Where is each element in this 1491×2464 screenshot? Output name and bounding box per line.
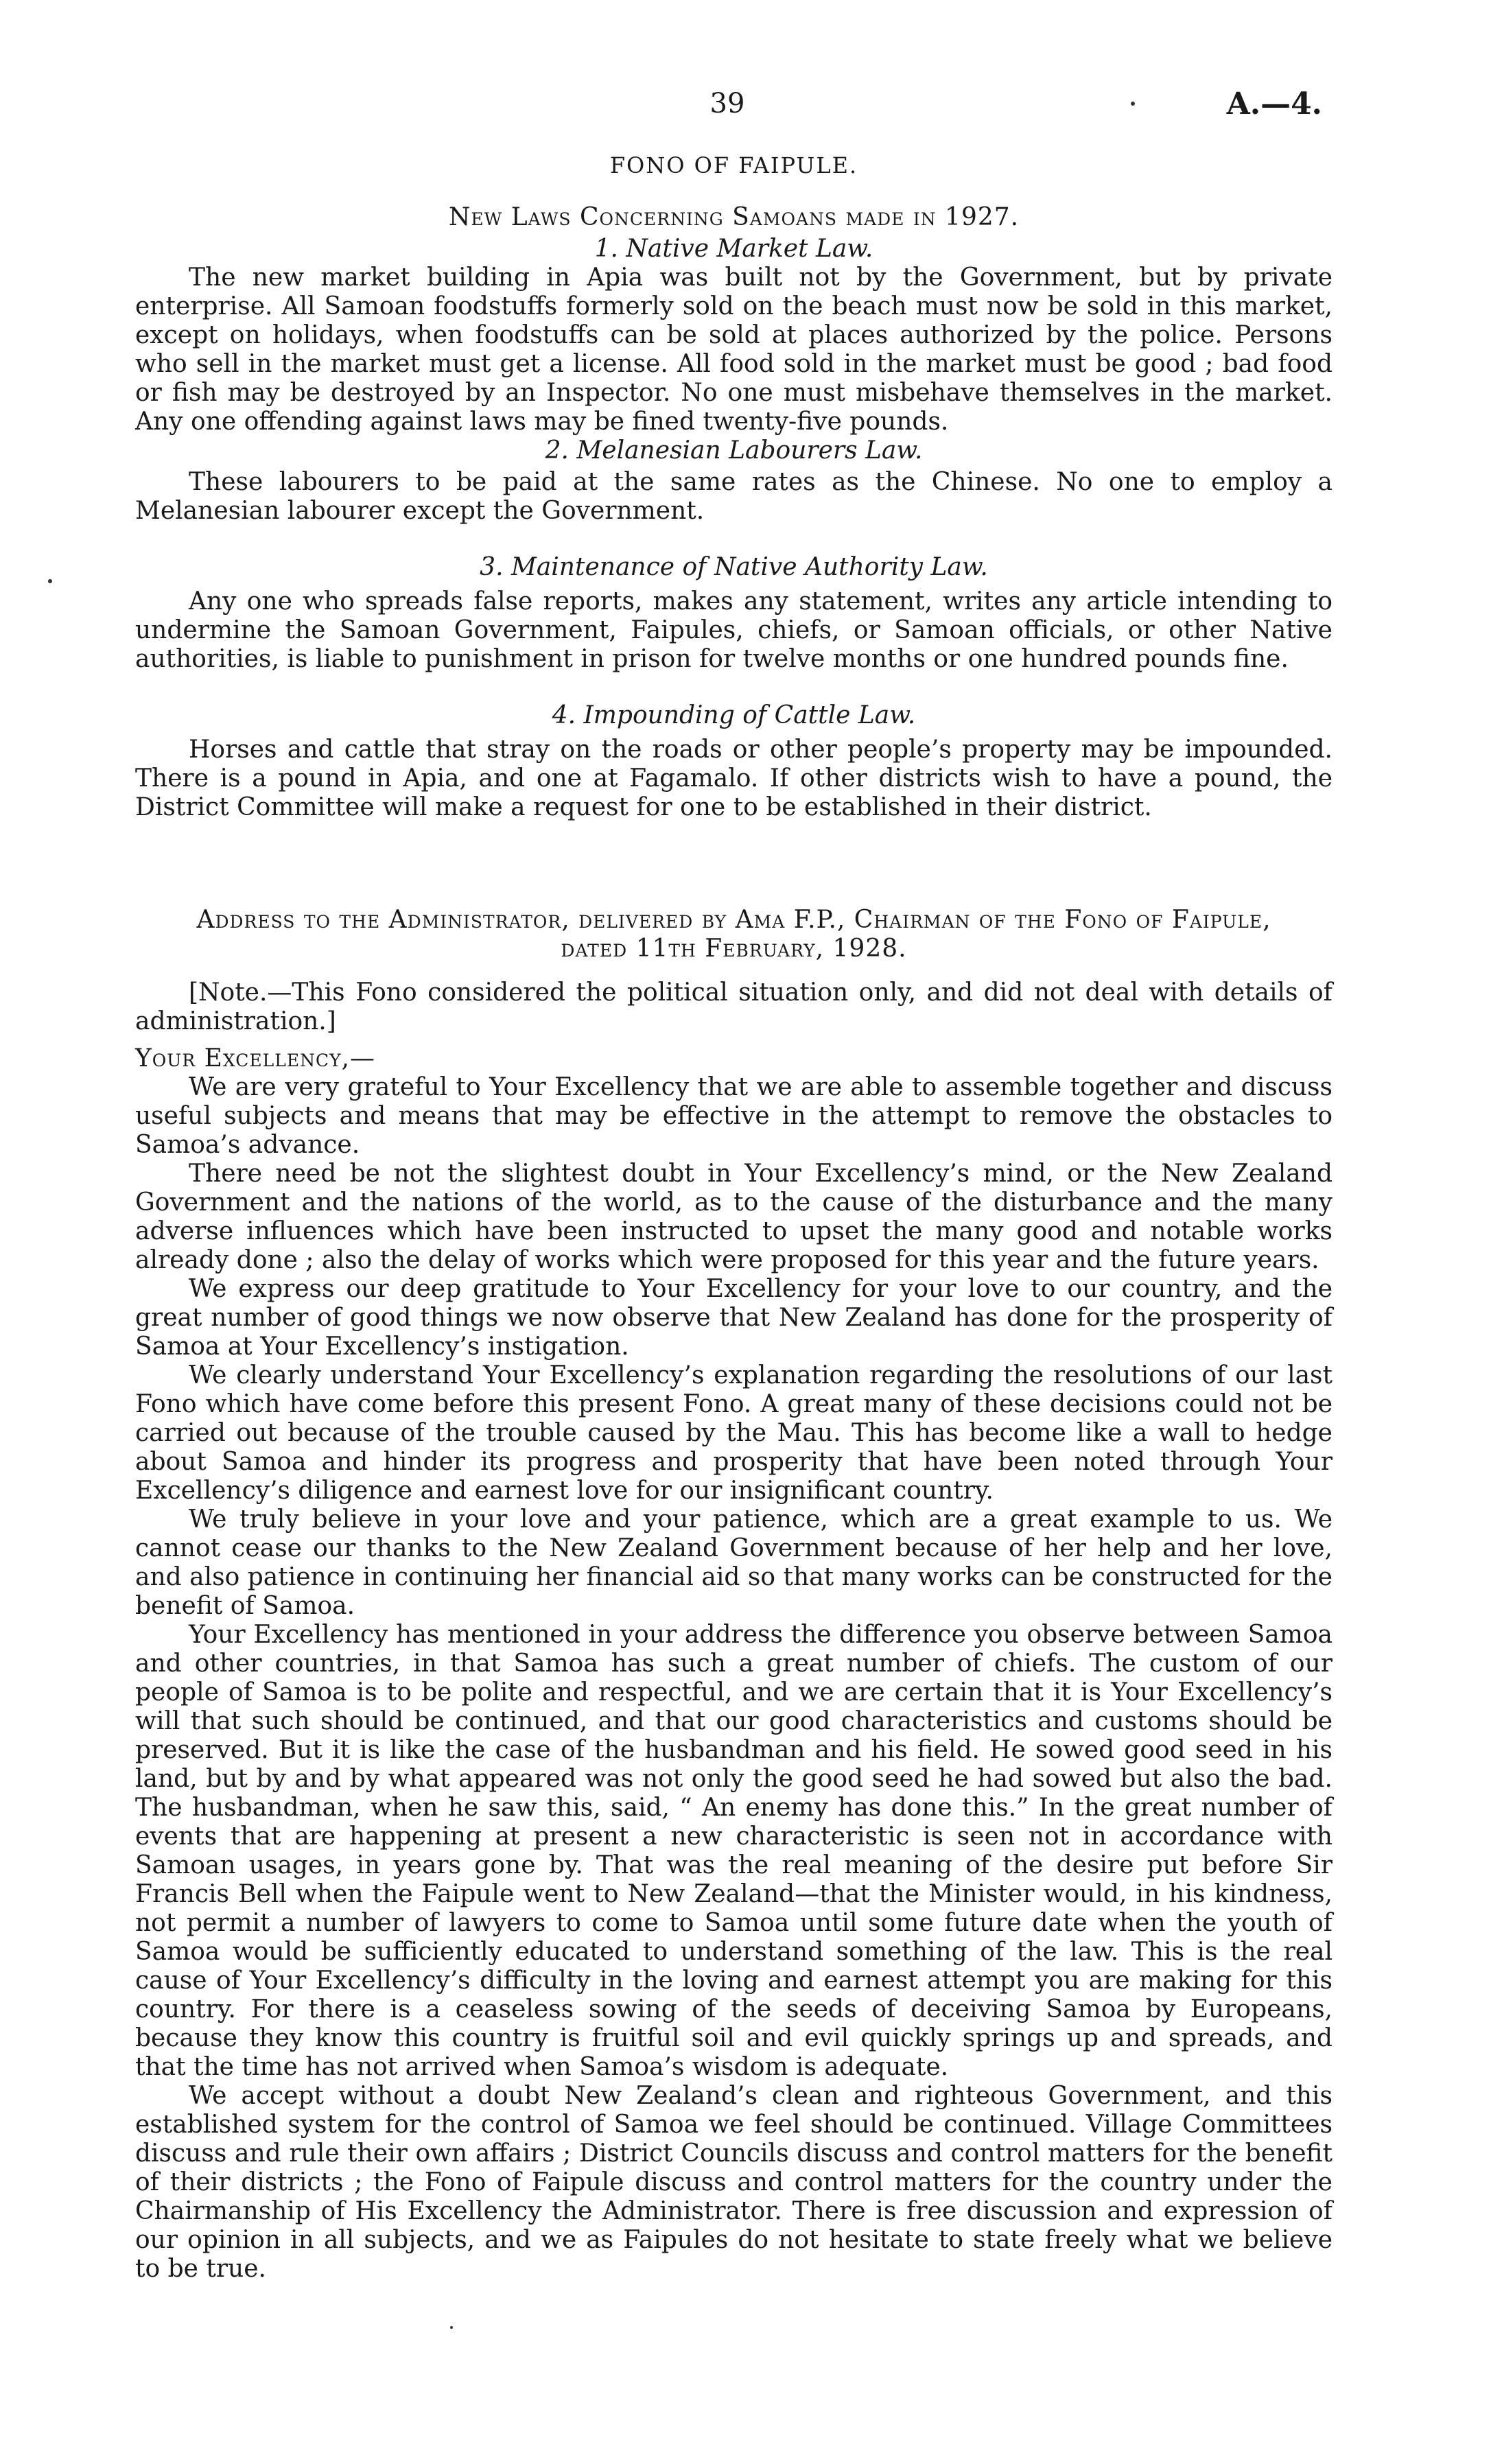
law-text: Horses and cattle that stray on the roads or other people’s property may be impounded. There is a pound in Apia, and one at Fagamalo. If other districts wish to have a pound, the District Committee will make a request for one to be established in their district. xyxy=(135,736,1332,821)
address-note: [Note.—This Fono considered the political situation only, and did not deal with details of administration.] xyxy=(135,978,1332,1035)
address-title: Address to the Administrator, delivered by Ama F.P., Chairman of the Fono of Faipule, xyxy=(196,906,1271,934)
document-reference: A.—4. xyxy=(1226,86,1322,121)
speck-mark xyxy=(48,579,52,583)
speck-mark xyxy=(450,2326,453,2329)
law-title: 1. Native Market Law. xyxy=(594,235,873,263)
address-paragraph: We truly believe in your love and your patience, which are a great example to us. We cannot cease our thanks to the New Zealand Government because of her help and her love, and also patience in continuing her financial aid so that many works can be constructed for the benefit of Samoa. xyxy=(135,1505,1332,1620)
law-title: 4. Impounding of Cattle Law. xyxy=(552,701,916,729)
law-text: These labourers to be paid at the same rates as the Chinese. No one to employ a Melanesian labourer except the Government. xyxy=(135,468,1332,525)
address-paragraph: We clearly understand Your Excellency’s explanation regarding the resolutions of our last Fono which have come before this present Fono. A great many of these decisions could not be carried out because of the trouble caused by the Mau. This has become like a wall to hedge about Samoa and hinder its progress and prosperity that have been noted through Your Excellency’s diligence and earnest love for our insignificant country. xyxy=(135,1361,1332,1505)
section-subheading: New Laws Concerning Samoans made in 1927. xyxy=(448,203,1020,231)
law-text: Any one who spreads false reports, makes any statement, writes any article intending to undermine the Samoan Government, Faipules, chiefs, or Samoan officials, or other Native authorities, is liable to punishment in prison for twelve months or one hundred pounds fine. xyxy=(135,587,1332,673)
law-title: 2. Melanesian Labourers Law. xyxy=(545,436,923,465)
address-paragraph: Your Excellency has mentioned in your address the difference you observe between Samoa and other countries, in that Samoa has such a great number of chiefs. The custom of our people of Samoa is to be polite and respectful, and we are certain that it is Your Excellency’s will that such should be continued, and that our good characteristics and customs should be preserved. But it is like the case of the husbandman and his field. He sowed good seed in his land, but by and by what appeared was not only the good seed he had sowed but also the bad. The husbandman, when he saw this, said, “ An enemy has done this.” In the great number of events that are happening at present a new characteristic is seen not in accordance with Samoan usages, in years gone by. That was the real meaning of the desire put before Sir Francis Bell when the Faipule went to New Zealand—that the Minister would, in his kindness, not permit a number of lawyers to come to Samoa until some future date when the youth of Samoa would be sufficiently educated to understand something of the law. This is the real cause of Your Excellency’s difficulty in the loving and earnest attempt you are making for this country. For there is a ceaseless sowing of the seeds of deceiving Samoa by Europeans, because they know this country is fruitful soil and evil quickly springs up and spreads, and that the time has not arrived when Samoa’s wisdom is adequate. xyxy=(135,1621,1332,2081)
address-date: dated 11th February, 1928. xyxy=(561,935,907,963)
address-paragraph: There need be not the slightest doubt in Your Excellency’s mind, or the New Zealand Government and the nations of the world, as to the cause of the disturbance and the many adverse influences which have been instructed to upset the many good and notable works already done ; also the delay of works which were proposed for this year and the future years. xyxy=(135,1160,1332,1274)
law-text: The new market building in Apia was built not by the Government, but by private enterprise. All Samoan foodstuffs formerly sold on the beach must now be sold in this market, except on holidays, when foodstuffs can be sold at places authorized by the police. Persons who sell in the market must get a license. All food sold in the market must be good ; bad food or fish may be destroyed by an Inspector. No one must misbehave themselves in the market. Any one offending against laws may be fined twenty-five pounds. xyxy=(135,263,1332,436)
address-paragraph: We are very grateful to Your Excellency that we are able to assemble together and discuss useful subjects and means that may be effective in the attempt to remove the obstacles to Samoa’s advance. xyxy=(135,1073,1332,1159)
address-section xyxy=(135,906,1332,2284)
speck-mark xyxy=(1131,102,1135,106)
address-paragraph: We accept without a doubt New Zealand’s clean and righteous Government, and this established system for the control of Samoa we feel should be continued. Village Committees discuss and rule their own affairs ; District Councils discuss and control matters for the benefit of their districts ; the Fono of Faipule discuss and control matters for the country under the Chairmanship of His Excellency the Administrator. There is free discussion and expression of our opinion in all subjects, and we as Faipules do not hesitate to state freely what we believe to be true. xyxy=(135,2082,1332,2283)
section-heading: FONO OF FAIPULE. xyxy=(609,152,858,178)
laws-section xyxy=(135,151,1332,822)
salutation: Your Excellency,— xyxy=(135,1044,376,1072)
law-title: 3. Maintenance of Native Authority Law. xyxy=(480,553,988,581)
page-number: 39 xyxy=(709,88,745,119)
address-paragraph: We express our deep gratitude to Your Excellency for your love to our country, and the great number of good things we now observe that New Zealand has done for the prosperity of Samoa at Your Excellency’s instigation. xyxy=(135,1275,1332,1361)
